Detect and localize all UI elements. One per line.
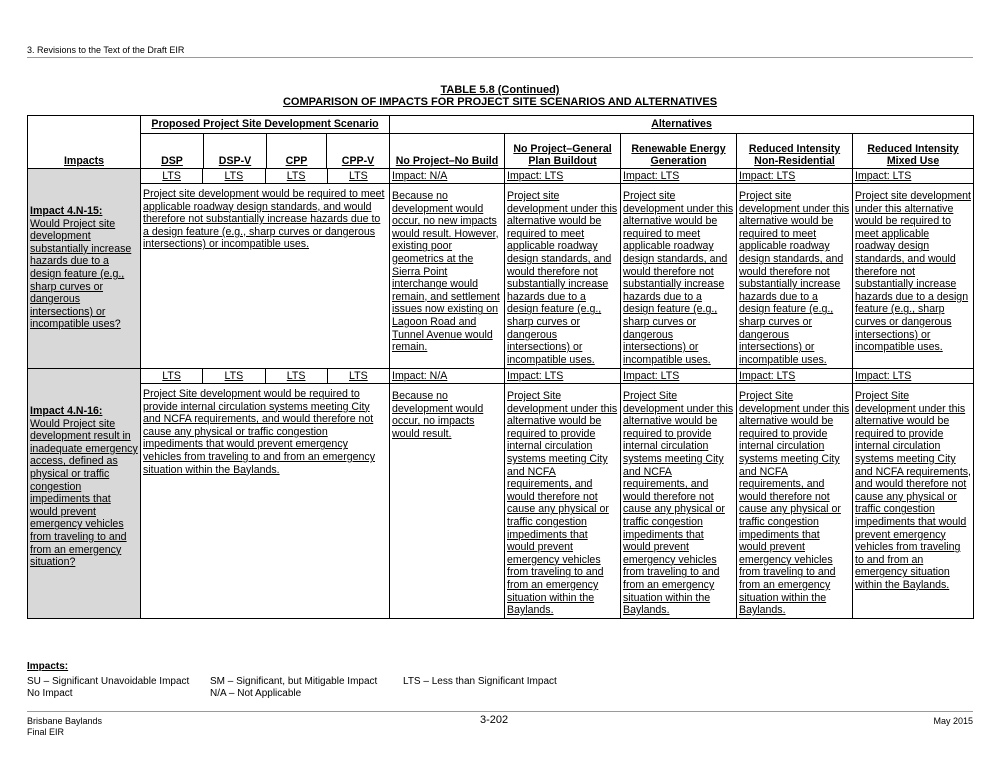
alt-text: Project Site development under this alternative would be required to provide internal circulation systems meeting City and NCFA requirements, and would therefore not cause any physical or traffic congestion impediments that would prevent emergency vehicles from traveling to and from an emergency situation within the Baylands. [623, 390, 734, 617]
col-dspv: DSP-V [204, 134, 267, 169]
alt-text: Because no development would occur, no impacts would result. [392, 390, 484, 440]
section-header: 3. Revisions to the Text of the Draft EIR [27, 45, 185, 55]
scenario-text: Project site development would be required to meet applicable roadway design standards, and would therefore not substantially increase hazards due to a design feature (e.g., sharp curves or dangerous intersections) or incompatible uses. [143, 188, 385, 251]
corner-cell [28, 116, 141, 134]
alt-impact: Impact: LTS [737, 169, 852, 184]
comparison-table [27, 115, 974, 619]
alt-cell [390, 369, 505, 619]
col-renewable: Renewable Energy Generation [621, 134, 737, 169]
lts-cppv: LTS [349, 170, 368, 182]
table-row [28, 169, 974, 369]
page-number: 3-202 [480, 714, 509, 726]
group-alternatives-header: Alternatives [390, 116, 974, 134]
table-title: TABLE 5.8 (Continued) [440, 84, 560, 96]
alt-cell [737, 169, 853, 369]
table-row [28, 369, 974, 619]
impact-question: Would Project site development result in inadequate emergency access, defined as physical or traffic congestion impediments that would prevent emergency vehicles from traveling to and from an emergency situation? [30, 417, 138, 569]
footer-rule [27, 711, 973, 712]
alt-cell [853, 369, 974, 619]
col-cppv: CPP-V [327, 134, 390, 169]
alt-impact: Impact: LTS [505, 369, 620, 384]
impact-title: Impact 4.N-15: [30, 205, 103, 217]
legend-na: N/A – Not Applicable [210, 688, 302, 699]
group-proposed-header: Proposed Project Site Development Scenario [141, 116, 390, 134]
col-dsp: DSP [141, 134, 204, 169]
alt-text: Project site development under this alternative would be required to meet applicable roadway design standards, and would therefore not substantially increase hazards due to a design feature (e.g., sharp curves or dangerous intersections) or incompatible uses. [623, 190, 734, 366]
legend-sm: SM – Significant, but Mitigable Impact [210, 676, 378, 687]
footer-date: May 2015 [933, 716, 973, 726]
lts-cpp: LTS [266, 369, 328, 383]
col-no-build: No Project–No Build [390, 134, 505, 169]
alt-cell [505, 369, 621, 619]
table-subtitle: COMPARISON OF IMPACTS FOR PROJECT SITE SCENARIOS AND ALTERNATIVES [282, 96, 718, 108]
alt-cell [621, 369, 737, 619]
alt-text: Because no development would occur, no new impacts would result. However, existing poor geometrics at the Sierra Point interchange would remain, and settlement issues now existing on Lagoon Road and Tunnel Avenue would remain. [392, 190, 500, 354]
col-non-residential: Reduced Intensity Non-Residential [737, 134, 853, 169]
alt-impact: Impact: N/A [390, 169, 504, 184]
impact-cell [28, 169, 141, 369]
alt-cell [853, 169, 974, 369]
col-cpp: CPP [267, 134, 327, 169]
alt-text: Project Site development under this alternative would be required to provide internal circulation systems meeting City and NCFA requirements, and would therefore not cause any physical or traffic congestion impediments that would prevent emergency vehicles from traveling to and from an emergency situation within the Baylands. [855, 390, 971, 591]
lts-dspv: LTS [203, 369, 265, 383]
alt-impact: Impact: LTS [621, 169, 736, 184]
alt-impact: Impact: LTS [505, 169, 620, 184]
alt-text: Project Site development under this alternative would be required to provide internal circulation systems meeting City and NCFA requirements, and would therefore not cause any physical or traffic congestion impediments that would prevent emergency vehicles from traveling to and from an emergency situation within the Baylands. [507, 390, 618, 617]
alt-cell [505, 169, 621, 369]
alt-text: Project site development under this alternative would be required to meet applicable roadway design standards, and would therefore not substantially increase hazards due to a design feature (e.g., sharp curves or dangerous intersections) or incompatible uses. [855, 190, 972, 354]
lts-cppv: LTS [349, 370, 368, 382]
footer-doc-subtitle: Final EIR [27, 727, 65, 737]
col-general-plan: No Project–General Plan Buildout [505, 134, 621, 169]
alt-impact: Impact: LTS [853, 169, 973, 184]
col-mixed-use: Reduced Intensity Mixed Use [853, 134, 974, 169]
scenario-cell [141, 369, 390, 619]
scenario-cell [141, 169, 390, 369]
alt-cell [390, 169, 505, 369]
alt-text: Project site development under this alternative would be required to meet applicable roadway design standards, and would therefore not substantially increase hazards due to a design feature (e.g., sharp curves or dangerous intersections) or incompatible uses. [507, 190, 618, 366]
lts-dsp: LTS [141, 169, 203, 183]
scenario-text: Project Site development would be required to provide internal circulation systems meeting City and NCFA requirements, and would therefore not cause any physical or traffic congestion impediments that would prevent emergency vehicles from traveling to and from an emergency situation within the Baylands. [143, 388, 375, 476]
footer-doc-title: Brisbane Baylands [27, 716, 103, 726]
impact-title: Impact 4.N-16: [30, 405, 103, 417]
legend-lts: LTS – Less than Significant Impact [403, 676, 557, 687]
legend-title: Impacts: [27, 661, 69, 672]
impact-cell [28, 369, 141, 619]
alt-impact: Impact: LTS [853, 369, 973, 384]
alt-impact: Impact: LTS [621, 369, 736, 384]
legend-su: SU – Significant Unavoidable Impact [27, 676, 190, 687]
legend-no-impact: No Impact [27, 688, 73, 699]
lts-dsp: LTS [141, 369, 203, 383]
alt-impact: Impact: N/A [390, 369, 504, 384]
lts-dspv: LTS [203, 169, 265, 183]
alt-cell [737, 369, 853, 619]
col-impacts: Impacts [28, 134, 141, 169]
lts-cpp: LTS [266, 169, 328, 183]
alt-impact: Impact: LTS [737, 369, 852, 384]
impact-question: Would Project site development substantially increase hazards due to a design feature (e.g., sharp curves or dangerous intersections) or incompatible uses? [30, 217, 132, 331]
alt-cell [621, 169, 737, 369]
header-rule [27, 57, 973, 58]
alt-text: Project Site development under this alternative would be required to provide internal circulation systems meeting City and NCFA requirements, and would therefore not cause any physical or traffic congestion impediments that would prevent emergency vehicles from traveling to and from an emergency situation within the Baylands. [739, 390, 850, 617]
alt-text: Project site development under this alternative would be required to meet applicable roadway design standards, and would therefore not substantially increase hazards due to a design feature (e.g., sharp curves or dangerous intersections) or incompatible uses. [739, 190, 850, 366]
